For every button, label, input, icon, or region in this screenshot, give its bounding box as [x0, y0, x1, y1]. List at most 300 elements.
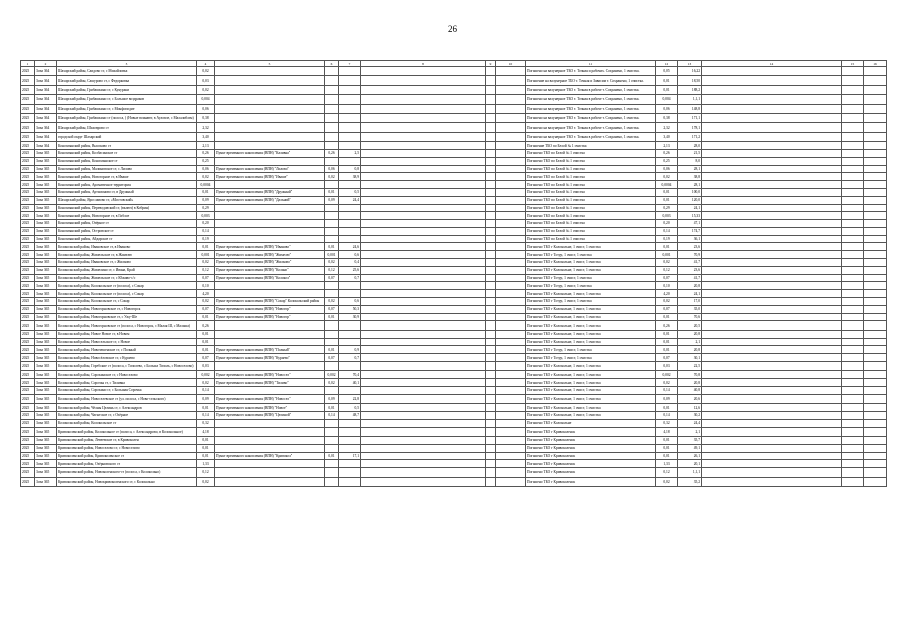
table-cell: 15,33	[678, 212, 702, 220]
table-cell: 0,01	[656, 85, 678, 94]
table-cell	[496, 266, 526, 274]
table-cell: 2025	[21, 113, 35, 122]
table-cell: 30,2	[678, 412, 702, 420]
table-cell	[339, 444, 361, 452]
table-cell	[325, 142, 339, 150]
table-cell: 0,01	[325, 313, 339, 321]
table-cell: 3ona 365	[35, 305, 57, 313]
table-cell	[702, 452, 842, 460]
table-cell	[842, 305, 864, 313]
table-cell: 2025	[21, 196, 35, 204]
table-cell: 0,06	[197, 165, 215, 173]
table-cell: 2025	[21, 204, 35, 212]
table-cell	[864, 436, 887, 444]
table-cell	[842, 251, 864, 259]
table-cell: Погашено ТБО г Колокольне, 1 очист, 1 очистка	[526, 371, 656, 379]
table-cell	[325, 212, 339, 220]
table-row	[21, 243, 887, 251]
table-cell: 0,29	[197, 204, 215, 212]
table-cell: 0,20	[656, 220, 678, 228]
table-cell: 2025	[21, 330, 35, 338]
table-cell: 0,02	[197, 173, 215, 181]
table-cell: Погашено ТБО г Колокольне, 1 очист, 1 очистка	[526, 338, 656, 346]
table-cell: 2025	[21, 173, 35, 181]
table-cell: Погашено ТБО г Колокольне	[526, 419, 656, 427]
table-cell	[325, 104, 339, 113]
table-cell: 2025	[21, 123, 35, 132]
table-cell: 3,40	[656, 132, 678, 141]
table-cell: Погашено ТБО г Тотур, 1 очист, 1 очистка	[526, 274, 656, 282]
table-cell	[361, 76, 486, 85]
table-cell	[325, 235, 339, 243]
table-cell	[702, 181, 842, 189]
table-cell	[702, 404, 842, 412]
table-cell: 3ona 364	[35, 95, 57, 104]
table-cell: Погашено ТБО г Колокольне, 1 очист, 1 очистка	[526, 266, 656, 274]
table-cell	[702, 282, 842, 290]
table-cell: Погашено ТБО г Колокольне, 1 очист, 1 очистка	[526, 394, 656, 403]
table-cell: 41,7	[678, 274, 702, 282]
table-cell	[215, 132, 325, 141]
table-cell: Коноплянский район, Озёрное ст	[57, 220, 197, 228]
table-cell	[339, 142, 361, 150]
column-header: 10	[496, 61, 526, 67]
table-row	[21, 394, 887, 403]
table-cell: Погашено ТБО г Кривоколенск	[526, 427, 656, 436]
table-cell	[864, 123, 887, 132]
table-cell	[486, 85, 496, 94]
table-cell: Пункт временного накопления (ВПН) "Иваново"	[215, 243, 325, 251]
table-cell: 17,1	[339, 452, 361, 460]
table-cell	[864, 204, 887, 212]
table-cell	[496, 379, 526, 387]
table-cell	[702, 427, 842, 436]
table-cell	[215, 460, 325, 468]
table-cell	[702, 113, 842, 122]
table-cell: 0,07	[656, 354, 678, 362]
table-cell: Погашено ТБО по Белой № 1 очистка	[526, 196, 656, 204]
table-cell	[496, 468, 526, 477]
table-cell: 17,0	[678, 298, 702, 306]
table-cell: 0,14	[325, 412, 339, 420]
table-cell	[496, 282, 526, 290]
table-cell	[864, 321, 887, 330]
table-cell: 0,10	[197, 282, 215, 290]
table-cell	[842, 468, 864, 477]
table-cell: 28,0	[678, 142, 702, 150]
table-cell: 0,01	[656, 338, 678, 346]
table-cell: 0,02	[656, 259, 678, 267]
table-cell: Погашено ТБО г Тотур, 1 очист, 1 очистка	[526, 251, 656, 259]
table-cell: 0,9	[339, 346, 361, 354]
table-cell	[325, 338, 339, 346]
table-cell: Коноплянский район, Новогорное ст, в Иваше	[57, 173, 197, 181]
table-cell: Пункт временного накопления (ВПН) "Сокар" Колокольский район	[215, 298, 325, 306]
table-cell: 178,1	[678, 123, 702, 132]
table-cell	[496, 444, 526, 452]
table-cell	[864, 387, 887, 395]
table-cell	[842, 330, 864, 338]
table-cell: 0,01	[325, 243, 339, 251]
table-cell: 0,4	[339, 259, 361, 267]
table-cell: Погашено ТБО по Белой № 1 очистка	[526, 157, 656, 165]
table-cell: 3ona 365	[35, 452, 57, 460]
table-cell: 100,0	[678, 188, 702, 196]
table-cell: Погашение ТБО по Белой № 1 очистка	[526, 142, 656, 150]
table-cell: 3ona 364	[35, 123, 57, 132]
table-cell: 2025	[21, 266, 35, 274]
table-row	[21, 404, 887, 412]
table-cell	[496, 165, 526, 173]
table-cell: 2025	[21, 95, 35, 104]
table-cell: 8,0	[678, 157, 702, 165]
table-cell	[864, 157, 887, 165]
table-cell	[339, 321, 361, 330]
table-cell	[361, 123, 486, 132]
table-cell: 2025	[21, 85, 35, 94]
table-cell	[842, 313, 864, 321]
table-cell: 2,1	[678, 427, 702, 436]
table-cell	[496, 404, 526, 412]
table-row	[21, 371, 887, 379]
table-cell: 0,06	[325, 165, 339, 173]
table-cell: 2025	[21, 460, 35, 468]
table-cell	[702, 436, 842, 444]
table-cell	[496, 387, 526, 395]
table-cell	[842, 452, 864, 460]
table-cell	[339, 95, 361, 104]
table-cell: 0,14	[197, 227, 215, 235]
table-cell	[325, 387, 339, 395]
table-row	[21, 204, 887, 212]
table-cell: 20,8	[678, 346, 702, 354]
table-cell	[215, 290, 325, 298]
table-cell	[702, 321, 842, 330]
table-cell: 2025	[21, 387, 35, 395]
table-cell	[486, 379, 496, 387]
table-cell: 2025	[21, 67, 35, 76]
table-cell: 70,4	[339, 371, 361, 379]
table-cell	[215, 220, 325, 228]
table-cell: 0,01	[197, 188, 215, 196]
table-cell	[215, 123, 325, 132]
table-cell	[702, 330, 842, 338]
table-cell: 0,14	[656, 387, 678, 395]
table-cell: 3ona 365	[35, 290, 57, 298]
table-cell	[702, 346, 842, 354]
table-cell: Колокольский район, Горебские ст (полоса, с Тополево, с Больша Тополь, с Новоселово)	[57, 362, 197, 371]
table-cell	[339, 113, 361, 122]
table-cell: 3ona 365	[35, 330, 57, 338]
table-cell	[702, 227, 842, 235]
table-cell: 4,18	[656, 427, 678, 436]
table-cell: Погашено ТБО по Белой № 1 очистка	[526, 235, 656, 243]
table-cell	[339, 436, 361, 444]
table-cell: 23,6	[678, 243, 702, 251]
table-cell	[842, 387, 864, 395]
table-cell: 0,26	[656, 149, 678, 157]
table-cell	[702, 298, 842, 306]
table-cell	[842, 227, 864, 235]
table-cell	[361, 313, 486, 321]
table-cell	[864, 76, 887, 85]
table-cell	[325, 419, 339, 427]
table-cell: 3ona 365	[35, 394, 57, 403]
table-cell: 0,02	[197, 379, 215, 387]
table-cell: Коноплянский район, Айдарское ст	[57, 235, 197, 243]
table-row	[21, 85, 887, 94]
table-cell: 0,01	[197, 243, 215, 251]
table-row	[21, 188, 887, 196]
table-cell	[496, 220, 526, 228]
table-cell: Шахарский район, Саидово ст, с Михайловка	[57, 67, 197, 76]
table-cell	[486, 305, 496, 313]
table-cell	[486, 412, 496, 420]
table-cell	[361, 104, 486, 113]
table-cell	[864, 298, 887, 306]
table-cell: 0,004	[656, 95, 678, 104]
table-cell: 28,1	[678, 165, 702, 173]
table-cell: 0,26	[325, 149, 339, 157]
table-cell	[702, 235, 842, 243]
table-cell	[361, 235, 486, 243]
table-cell: 3ona 365	[35, 282, 57, 290]
table-cell: Погашено ТБО г Колокольне, 1 очист, 1 очистка	[526, 412, 656, 420]
table-cell	[496, 354, 526, 362]
table-cell	[842, 67, 864, 76]
table-cell: 0,001	[656, 251, 678, 259]
table-cell	[496, 412, 526, 420]
table-cell	[339, 419, 361, 427]
table-cell: Погашено ТБО по Белой № 1 очистка	[526, 149, 656, 157]
table-cell	[702, 371, 842, 379]
table-cell	[496, 251, 526, 259]
table-cell	[215, 338, 325, 346]
table-cell: 3ona 365	[35, 427, 57, 436]
table-cell: 2025	[21, 404, 35, 412]
table-cell	[702, 220, 842, 228]
table-cell	[486, 235, 496, 243]
table-cell: Погашено ТБО по Белой № 1 очистка	[526, 173, 656, 181]
table-cell	[486, 387, 496, 395]
table-cell	[702, 305, 842, 313]
column-header: 11	[526, 61, 656, 67]
table-cell	[486, 444, 496, 452]
table-cell	[215, 104, 325, 113]
table-cell	[702, 85, 842, 94]
table-cell	[339, 157, 361, 165]
table-cell	[486, 282, 496, 290]
table-cell	[486, 404, 496, 412]
table-cell: 24,1	[678, 290, 702, 298]
table-cell: 2025	[21, 444, 35, 452]
table-cell	[496, 419, 526, 427]
table-cell: Колокольский район, Ивановское ст, в Иваново	[57, 243, 197, 251]
table-cell: 0,01	[656, 436, 678, 444]
table-cell	[325, 362, 339, 371]
table-cell: 47,1	[678, 220, 702, 228]
table-cell: 0,25	[656, 157, 678, 165]
table-cell	[496, 477, 526, 486]
table-cell: Погашено ТБО г Кривоколенск	[526, 444, 656, 452]
table-cell: 3ona 365	[35, 259, 57, 267]
table-cell: 2025	[21, 338, 35, 346]
table-cell	[864, 274, 887, 282]
table-cell	[702, 212, 842, 220]
table-cell: Погашено ТБО по Белой № 1 очистка	[526, 204, 656, 212]
table-cell	[496, 142, 526, 150]
table-cell: 0,02	[325, 298, 339, 306]
table-cell	[215, 204, 325, 212]
table-cell	[339, 477, 361, 486]
table-cell	[486, 123, 496, 132]
table-cell	[486, 419, 496, 427]
table-cell: 24,6	[339, 243, 361, 251]
table-cell	[864, 460, 887, 468]
table-cell	[486, 362, 496, 371]
table-cell	[486, 338, 496, 346]
table-cell: Погашено ТБО г Кривоколенск	[526, 436, 656, 444]
table-cell: 2025	[21, 220, 35, 228]
table-cell: 0,02	[197, 85, 215, 94]
table-cell: 3ona 365	[35, 173, 57, 181]
table-cell: 0,002	[325, 371, 339, 379]
table-cell: Погашено ТБО г Колокольне, 1 очист, 1 очистка	[526, 243, 656, 251]
table-cell	[496, 132, 526, 141]
table-cell: Шахарский район, Грибашкино ст, с Кукураки	[57, 85, 197, 94]
table-cell: Колокольский район, Новочешенское ст, с Полный	[57, 346, 197, 354]
table-cell: 25,6	[339, 266, 361, 274]
table-row	[21, 290, 887, 298]
table-cell: Колокольский район, Новогорновское ст (полоса, с Новогорск, с Малая Ш, с Малаша)	[57, 321, 197, 330]
table-cell: 40,1	[339, 379, 361, 387]
table-cell	[702, 123, 842, 132]
table-cell: 0,26	[197, 149, 215, 157]
table-cell	[361, 132, 486, 141]
table-cell: 16,22	[678, 67, 702, 76]
table-cell: 3ona 365	[35, 477, 57, 486]
table-cell: 24,4	[339, 196, 361, 204]
table-cell: 0,001	[325, 251, 339, 259]
table-cell: 0,004	[197, 95, 215, 104]
table-cell: Погашено ТБО г Тотур, 1 очист, 1 очистка	[526, 298, 656, 306]
table-cell	[486, 298, 496, 306]
table-cell: 0,01	[656, 76, 678, 85]
table-cell	[361, 266, 486, 274]
table-cell	[496, 67, 526, 76]
table-cell: 2025	[21, 305, 35, 313]
table-cell	[486, 220, 496, 228]
table-cell: 26,1	[678, 452, 702, 460]
table-cell: 0,07	[656, 305, 678, 313]
table-cell: 0,01	[197, 338, 215, 346]
table-cell: 0,01	[656, 188, 678, 196]
table-cell	[864, 188, 887, 196]
table-cell	[496, 149, 526, 157]
table-cell	[496, 227, 526, 235]
table-cell: Погашено ТБО г Колокольне, 1 очист, 1 очистка	[526, 259, 656, 267]
table-cell: 0,01	[656, 243, 678, 251]
table-cell: Кривоколенский район, Новоколенского-ст (полоса, с Колокольно)	[57, 468, 197, 477]
table-cell	[215, 362, 325, 371]
table-cell: 2025	[21, 104, 35, 113]
table-cell	[325, 436, 339, 444]
table-cell: 24,1	[678, 204, 702, 212]
table-row	[21, 427, 887, 436]
table-cell: Погашено ТБО г Колокольне, 1 очист, 1 очистка	[526, 330, 656, 338]
column-header: 16	[864, 61, 887, 67]
table-cell	[864, 371, 887, 379]
table-row	[21, 212, 887, 220]
table-cell	[842, 142, 864, 150]
table-cell	[702, 76, 842, 85]
table-row	[21, 142, 887, 150]
table-cell: Колокольский район, Новосёловское ст, с Кураево	[57, 354, 197, 362]
table-cell	[496, 173, 526, 181]
table-cell	[842, 266, 864, 274]
table-cell: 0,02	[197, 259, 215, 267]
table-cell	[215, 212, 325, 220]
table-cell: 2025	[21, 371, 35, 379]
table-row	[21, 235, 887, 243]
table-cell: 0,02	[325, 379, 339, 387]
table-cell: Погашено ТБО по Белой № 1 очистка	[526, 227, 656, 235]
table-cell: Колокольский район, Жимельское ст, с Юживо-с/с	[57, 274, 197, 282]
table-cell: Погашено ТБО по Белой № 1 очистка	[526, 181, 656, 189]
table-cell	[864, 227, 887, 235]
table-cell: 2025	[21, 313, 35, 321]
table-cell: 0,07	[656, 274, 678, 282]
table-cell	[702, 387, 842, 395]
table-cell	[864, 220, 887, 228]
table-cell	[702, 165, 842, 173]
table-cell: 3ona 365	[35, 196, 57, 204]
table-cell	[361, 173, 486, 181]
table-row	[21, 419, 887, 427]
table-cell	[486, 243, 496, 251]
table-row	[21, 123, 887, 132]
table-cell	[486, 204, 496, 212]
table-cell	[486, 181, 496, 189]
table-cell: 0,6	[339, 298, 361, 306]
table-cell	[361, 290, 486, 298]
table-cell: 3ona 365	[35, 204, 57, 212]
table-cell	[864, 404, 887, 412]
table-cell: 0,003	[197, 212, 215, 220]
table-cell: Колокольский район, Жимелино ст, с Ивана, Край	[57, 266, 197, 274]
table-cell	[361, 468, 486, 477]
table-cell	[361, 379, 486, 387]
table-cell	[864, 259, 887, 267]
table-row	[21, 412, 887, 420]
table-cell: 2025	[21, 477, 35, 486]
table-cell	[486, 468, 496, 477]
column-header: 12	[656, 61, 678, 67]
table-cell: Погашено на валунерное ТБО т. Точная в рабоче т. Сохранено, 1 очистка.	[526, 95, 656, 104]
table-cell: Погашено ТБО г Тотур, 1 очист, 1 очистка	[526, 346, 656, 354]
table-cell: 22,5	[678, 362, 702, 371]
table-cell: 20,8	[678, 379, 702, 387]
table-cell	[325, 123, 339, 132]
table-cell	[361, 412, 486, 420]
table-cell: 3ona 365	[35, 243, 57, 251]
table-cell	[486, 460, 496, 468]
table-cell: 0,02	[656, 298, 678, 306]
table-row	[21, 305, 887, 313]
table-cell	[702, 412, 842, 420]
table-cell	[361, 444, 486, 452]
table-cell: Погашено на валунерное ТБО т. Точная в рабоче т. Сохранено, 1 очистка.	[526, 132, 656, 141]
